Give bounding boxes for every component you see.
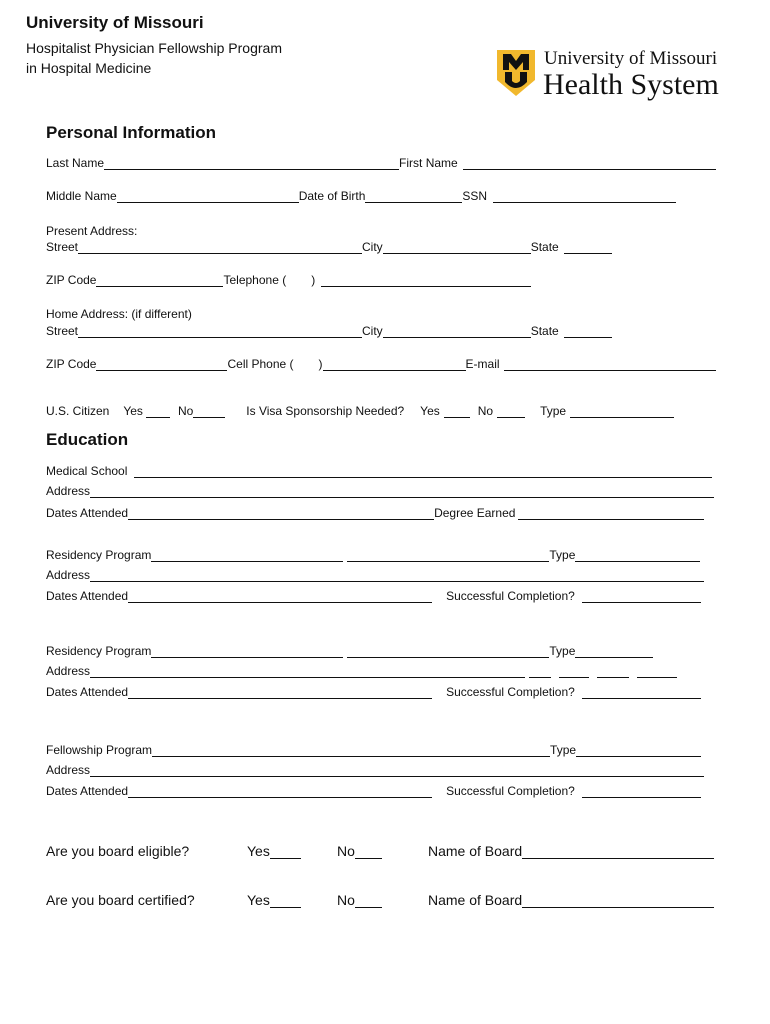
- fellowship-dates-field[interactable]: [128, 785, 432, 798]
- residency-1-type-field[interactable]: [575, 549, 700, 562]
- dates-attended-label: Dates Attended: [46, 685, 129, 699]
- present-address-label: Present Address:: [46, 224, 138, 238]
- last-name-label: Last Name: [46, 156, 105, 170]
- telephone-paren: ): [311, 273, 316, 287]
- successful-completion-label: Successful Completion?: [446, 685, 575, 699]
- degree-earned-label: Degree Earned: [434, 506, 516, 520]
- citizen-no-field[interactable]: [193, 405, 225, 418]
- fellowship-field[interactable]: [152, 744, 550, 757]
- citizen-yes-label: Yes: [123, 404, 143, 418]
- ssn-label: SSN: [462, 189, 488, 203]
- first-name-field[interactable]: [463, 157, 716, 170]
- logo-university-text: University of Missouri: [544, 48, 718, 69]
- board-eligible-no: [337, 843, 382, 859]
- zip-label: ZIP Code: [46, 273, 97, 287]
- row-name: [46, 156, 716, 170]
- name-of-board-label: Name of Board: [428, 892, 523, 908]
- cell-phone-field[interactable]: [323, 358, 466, 371]
- last-name-field[interactable]: [104, 157, 399, 170]
- email-field[interactable]: [504, 358, 716, 371]
- row-citizen-visa: [46, 404, 674, 418]
- email-label: E-mail: [465, 357, 500, 371]
- yes-label: Yes: [247, 892, 270, 908]
- med-address-field[interactable]: [90, 485, 714, 498]
- residency-2-address-seg1[interactable]: [529, 665, 551, 678]
- home-state-field[interactable]: [564, 325, 612, 338]
- board-certified-name: [428, 892, 714, 908]
- present-zip-field[interactable]: [96, 274, 223, 287]
- ssn-field[interactable]: [493, 190, 676, 203]
- citizen-label: U.S. Citizen: [46, 404, 110, 418]
- board-certified-no-field[interactable]: [355, 893, 382, 908]
- fellowship-address-field[interactable]: [90, 764, 704, 777]
- citizen-no-label: No: [177, 404, 194, 418]
- visa-type-label: Type: [540, 404, 567, 418]
- successful-completion-label: Successful Completion?: [446, 784, 575, 798]
- visa-yes-field[interactable]: [444, 405, 470, 418]
- residency-program-label: Residency Program: [46, 548, 152, 562]
- dob-label: Date of Birth: [298, 189, 366, 203]
- street-label: Street: [46, 240, 79, 254]
- board-certified-name-field[interactable]: [522, 893, 714, 908]
- visa-question: Is Visa Sponsorship Needed?: [246, 404, 405, 418]
- residency-2-field-b[interactable]: [347, 645, 549, 658]
- row-fellowship-address: [46, 763, 704, 777]
- program-title-line2: in Hospital Medicine: [26, 60, 152, 76]
- telephone-label: Telephone (: [223, 273, 287, 287]
- row-medical-school: [46, 464, 712, 478]
- section-education: Education: [46, 430, 129, 449]
- med-dates-field[interactable]: [128, 507, 434, 520]
- residency-2-address-seg2[interactable]: [559, 665, 589, 678]
- no-label: No: [337, 892, 355, 908]
- no-label: No: [337, 843, 355, 859]
- street-label: Street: [46, 324, 79, 338]
- board-eligible-name: [428, 843, 714, 859]
- board-eligible-name-field[interactable]: [522, 844, 714, 859]
- type-label: Type: [550, 743, 577, 757]
- citizen-yes-field[interactable]: [146, 405, 170, 418]
- visa-no-field[interactable]: [497, 405, 525, 418]
- dates-attended-label: Dates Attended: [46, 589, 129, 603]
- present-city-field[interactable]: [383, 241, 531, 254]
- row-med-address: [46, 484, 714, 498]
- logo-health-system-text: Health System: [543, 68, 719, 101]
- row-home-zip-cell-email: [46, 357, 716, 371]
- present-street-field[interactable]: [78, 241, 362, 254]
- board-eligible-yes: [247, 843, 301, 859]
- type-label: Type: [549, 548, 576, 562]
- present-state-field[interactable]: [564, 241, 612, 254]
- home-city-field[interactable]: [383, 325, 531, 338]
- dates-attended-label: Dates Attended: [46, 506, 129, 520]
- cell-paren: ): [318, 357, 323, 371]
- row-residency-2-address: [46, 664, 677, 678]
- row-middle-dob-ssn: [46, 189, 676, 203]
- city-label: City: [362, 324, 383, 338]
- middle-name-label: Middle Name: [46, 189, 117, 203]
- city-label: City: [362, 240, 383, 254]
- row-home-street: [46, 324, 612, 338]
- state-label: State: [530, 324, 559, 338]
- program-title-line1: Hospitalist Physician Fellowship Program: [26, 40, 282, 56]
- row-residency-1: [46, 548, 700, 562]
- middle-name-field[interactable]: [117, 190, 299, 203]
- degree-earned-field[interactable]: [518, 507, 704, 520]
- type-label: Type: [549, 644, 576, 658]
- yes-label: Yes: [247, 843, 270, 859]
- residency-2-type-field[interactable]: [575, 645, 653, 658]
- residency-2-dates-field[interactable]: [128, 686, 432, 699]
- home-zip-field[interactable]: [96, 358, 227, 371]
- section-personal-information: Personal Information: [46, 123, 217, 142]
- home-street-field[interactable]: [78, 325, 362, 338]
- fellowship-type-field[interactable]: [576, 744, 701, 757]
- university-title: University of Missouri: [26, 13, 204, 32]
- residency-1-field-b[interactable]: [347, 549, 549, 562]
- address-label: Address: [46, 568, 91, 582]
- board-certified-question: Are you board certified?: [46, 892, 195, 908]
- mu-logo-icon: [497, 50, 535, 96]
- residency-1-completion-field[interactable]: [582, 590, 701, 603]
- name-of-board-label: Name of Board: [428, 843, 523, 859]
- row-present-zip-phone: [46, 273, 531, 287]
- state-label: State: [530, 240, 559, 254]
- residency-1-dates-field[interactable]: [128, 590, 432, 603]
- residency-2-address-field[interactable]: [90, 665, 525, 678]
- cell-phone-label: Cell Phone (: [227, 357, 294, 371]
- row-fellowship-dates: [46, 784, 701, 798]
- board-eligible-yes-field[interactable]: [270, 844, 301, 859]
- address-label: Address: [46, 664, 91, 678]
- residency-2-address-seg4[interactable]: [637, 665, 677, 678]
- residency-2-field-a[interactable]: [151, 645, 343, 658]
- first-name-label: First Name: [399, 156, 458, 170]
- fellowship-completion-field[interactable]: [582, 785, 701, 798]
- residency-1-address-field[interactable]: [90, 569, 704, 582]
- row-residency-1-address: [46, 568, 704, 582]
- board-certified-no: [337, 892, 382, 908]
- row-residency-2-dates: [46, 685, 701, 699]
- board-eligible-no-field[interactable]: [355, 844, 382, 859]
- row-residency-2: [46, 644, 653, 658]
- visa-no-label: No: [477, 404, 494, 418]
- row-present-street: [46, 240, 612, 254]
- board-eligible-question: Are you board eligible?: [46, 843, 190, 859]
- medical-school-field[interactable]: [134, 465, 712, 478]
- visa-type-field[interactable]: [570, 405, 674, 418]
- medical-school-label: Medical School: [46, 464, 128, 478]
- dob-field[interactable]: [365, 190, 462, 203]
- zip-label: ZIP Code: [46, 357, 97, 371]
- row-med-dates: [46, 506, 704, 520]
- residency-program-label: Residency Program: [46, 644, 152, 658]
- visa-yes-label: Yes: [420, 404, 440, 418]
- residency-1-field-a[interactable]: [151, 549, 343, 562]
- row-residency-1-dates: [46, 589, 701, 603]
- residency-2-completion-field[interactable]: [582, 686, 701, 699]
- successful-completion-label: Successful Completion?: [446, 589, 575, 603]
- board-certified-yes-field[interactable]: [270, 893, 301, 908]
- row-fellowship: [46, 743, 701, 757]
- telephone-field[interactable]: [321, 274, 531, 287]
- address-label: Address: [46, 484, 91, 498]
- address-label: Address: [46, 763, 91, 777]
- board-certified-yes: [247, 892, 301, 908]
- fellowship-program-label: Fellowship Program: [46, 743, 153, 757]
- dates-attended-label: Dates Attended: [46, 784, 129, 798]
- residency-2-address-seg3[interactable]: [597, 665, 629, 678]
- home-address-label: Home Address: (if different): [46, 307, 192, 321]
